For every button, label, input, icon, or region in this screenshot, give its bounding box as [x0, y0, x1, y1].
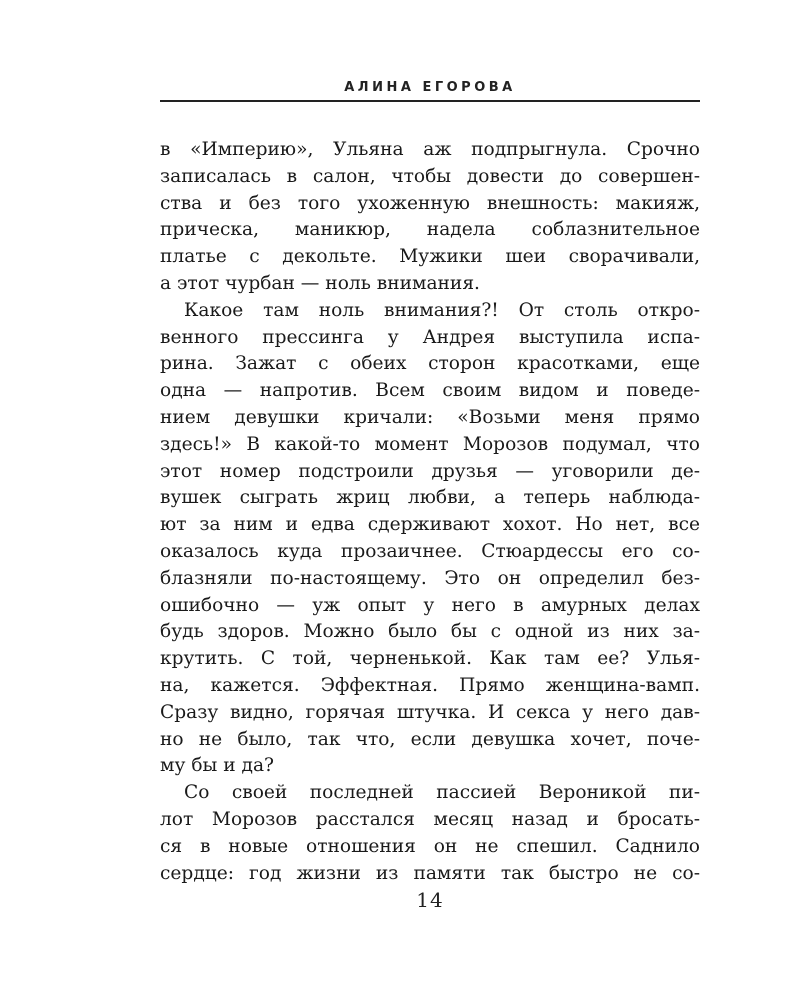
text-line: здесь!» В какой-то момент Морозов подумал, что: [160, 433, 700, 455]
text-line: будь здоров. Можно было бы с одной из них за-: [160, 621, 700, 643]
text-line: на, кажется. Эффектная. Прямо женщина-вамп.: [160, 674, 700, 696]
text-line: му бы и да?: [160, 755, 275, 777]
text-line: одна — напротив. Всем своим видом и поведе-: [160, 380, 700, 402]
text-line: но не было, так что, если девушка хочет, поче-: [160, 728, 700, 750]
text-line: нием девушки кричали: «Возьми меня прямо: [160, 406, 700, 428]
text-line: ошибочно — уж опыт у него в амурных делах: [160, 594, 700, 616]
text-line: блазняли по-настоящему. Это он определил без-: [160, 567, 700, 589]
text-line: рина. Зажат с обеих сторон красотками, еще: [160, 353, 700, 375]
text-line: прическа, маникюр, надела соблазнительное: [160, 219, 700, 241]
text-line: венного прессинга у Андрея выступила испа-: [160, 326, 700, 348]
text-line: ют за ним и едва сдерживают хохот. Но нет, все: [160, 514, 700, 536]
text-line: этот номер подстроили друзья — уговорили де-: [160, 460, 700, 482]
text-line: оказалось куда прозаичнее. Стюардессы его со-: [160, 540, 700, 562]
text-line: Какое там ноль внимания?! От столь откро-: [184, 299, 700, 321]
text-line: в «Империю», Ульяна аж подпрыгнула. Срочно: [160, 139, 700, 160]
text-line: вушек сыграть жриц любви, а теперь наблюда-: [160, 487, 700, 509]
running-head-author: АЛИНА ЕГОРОВА: [344, 80, 516, 95]
text-line: Сразу видно, горячая штучка. И секса у него дав-: [160, 701, 700, 723]
text-line: платье с декольте. Мужики шеи сворачивали,: [160, 246, 700, 268]
page-number: 14: [416, 888, 444, 912]
text-line: Со своей последней пассией Вероникой пи-: [184, 782, 700, 804]
text-line: записалась в салон, чтобы довести до совершен-: [160, 165, 700, 187]
text-line: крутить. С той, черненькой. Как там ее? Улья-: [160, 648, 700, 670]
text-line: ся в новые отношения он не спешил. Саднило: [160, 835, 700, 857]
text-line: лот Морозов расстался месяц назад и бросать-: [160, 808, 700, 830]
text-line: ства и без того ухоженную внешность: макияж,: [160, 192, 700, 214]
text-line: сердце: год жизни из памяти так быстро не со-: [160, 862, 700, 884]
body-text: [160, 137, 700, 887]
text-line: а этот чурбан — ноль внимания.: [160, 272, 480, 294]
header-rule: [160, 100, 700, 102]
